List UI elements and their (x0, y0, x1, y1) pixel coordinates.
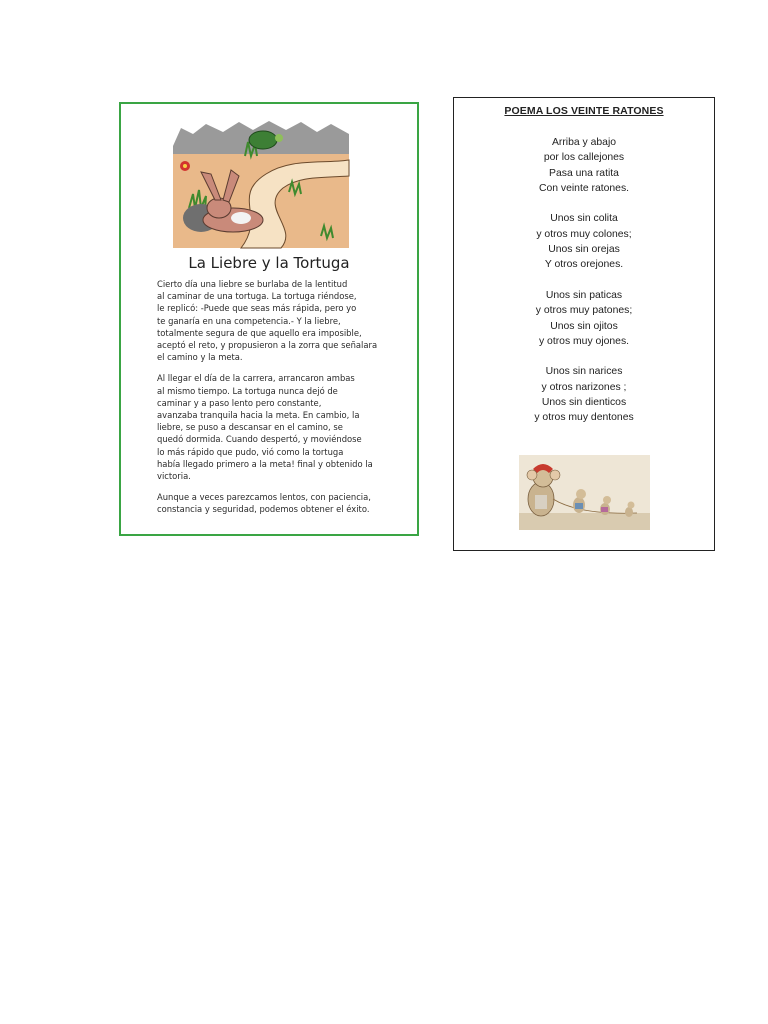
story-line: constancia y seguridad, podemos obtener el éxito. (157, 504, 370, 515)
story-paragraph-1 (157, 278, 403, 363)
poem-card (453, 97, 715, 551)
story-line: te ganaría en una competencia.- Y la liebre, (157, 315, 341, 326)
story-line: Al llegar el día de la carrera, arrancaron ambas (157, 373, 355, 384)
poem-stanza-1 (454, 135, 714, 196)
poem-line: y otros muy dentones (534, 412, 634, 424)
story-line: totalmente segura de que aquello era imposible, (157, 327, 362, 338)
poem-line: y otros muy ojones. (538, 335, 630, 347)
story-paragraph-2 (157, 372, 403, 482)
story-card (119, 102, 419, 536)
story-line: lo más rápido que pudo, vió como la tortuga (157, 446, 344, 457)
poem-line: Y otros orejones. (544, 259, 624, 271)
story-line: quedó dormida. Cuando despertó, y moviéndose (157, 434, 362, 445)
story-line: caminar y a paso lento pero constante, (157, 397, 322, 408)
poem-line: Unos sin colita (550, 213, 618, 225)
poem-line: Arriba y abajo (551, 137, 617, 148)
poem-line: y otros muy colones; (536, 228, 632, 240)
story-line: al mismo tiempo. La tortuga nunca dejó de (157, 385, 338, 396)
story-body (157, 278, 403, 525)
story-paragraph-3 (157, 491, 403, 515)
poem-stanza-3 (454, 288, 714, 349)
story-line: avanzaba tranquila hacia la meta. En cambio, la (157, 410, 360, 421)
poem-line: y otros narizones ; (541, 381, 627, 393)
poem-line: Unos sin orejas (548, 244, 620, 256)
poem-stanza-4 (454, 364, 714, 425)
story-line: Aunque a veces parezcamos lentos, con paciencia, (157, 492, 371, 503)
story-line: Cierto día una liebre se burlaba de la lentitud (157, 279, 348, 289)
story-title: La Liebre y la Tortuga (188, 254, 350, 272)
story-line: liebre, se puso a descansar en el camino, se (157, 422, 343, 433)
poem-body (454, 135, 714, 441)
story-line: victoria. (157, 471, 191, 482)
poem-line: Unos sin dienticos (541, 397, 627, 409)
poem-line: y otros muy patones; (535, 305, 633, 317)
mice-family-illustration (519, 455, 650, 530)
hare-tortoise-illustration (171, 116, 351, 250)
poem-stanza-2 (454, 211, 714, 272)
poem-line: Unos sin paticas (545, 289, 623, 301)
poem-line: Con veinte ratones. (538, 182, 630, 194)
story-line: había llegado primero a la meta! final y obtenido la (157, 458, 373, 469)
poem-line: por los callejones (543, 152, 625, 164)
poem-line: Pasa una ratita (549, 167, 619, 179)
story-line: aceptó el reto, y propusieron a la zorra que señalara (157, 340, 378, 351)
poem-line: Unos sin narices (545, 366, 623, 378)
story-line: le replicó: -Puede que seas más rápida, pero yo (157, 303, 357, 314)
story-line: el camino y la meta. (157, 352, 243, 363)
story-line: al caminar de una tortuga. La tortuga riéndose, (157, 291, 357, 302)
poem-title: POEMA LOS VEINTE RATONES (504, 105, 664, 117)
poem-line: Unos sin ojitos (550, 320, 618, 332)
